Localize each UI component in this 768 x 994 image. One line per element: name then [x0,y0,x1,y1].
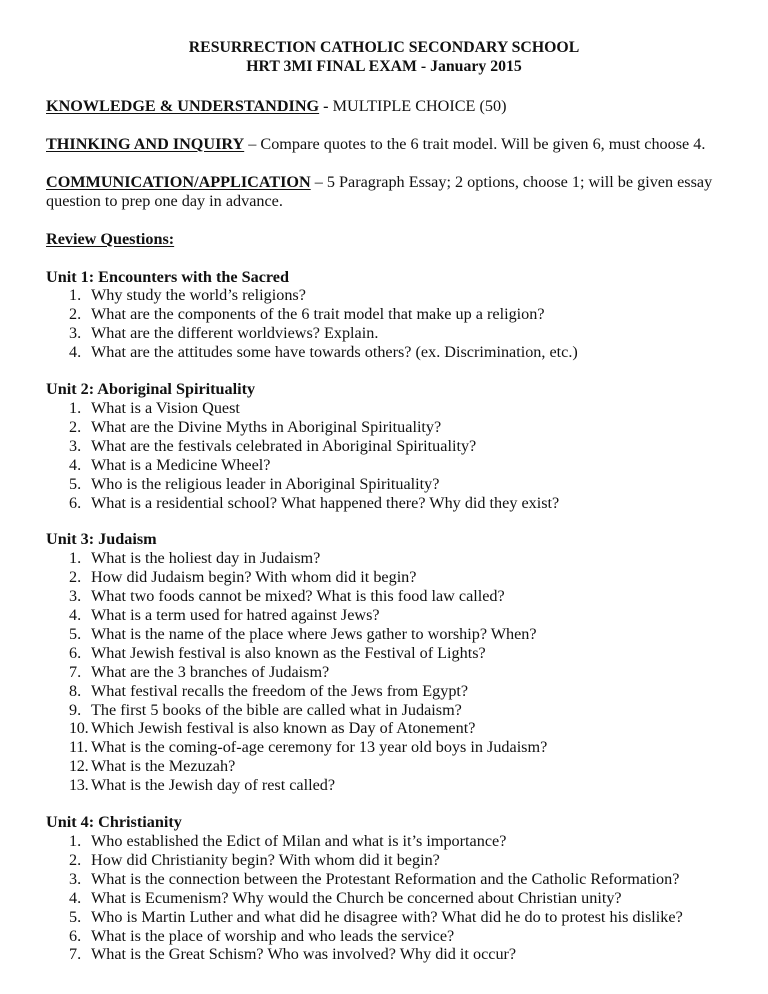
question-text: What is the holiest day in Judaism? [91,549,321,568]
unit-title: Unit 1: Encounters with the Sacred [46,267,289,286]
question-text: What is a Vision Quest [91,398,240,417]
question-number: 11. [69,738,88,757]
question-item [46,719,736,738]
question-number: 4. [69,343,82,362]
question-item [46,682,736,701]
unit-4 [46,813,736,964]
exam-title: HRT 3MI FINAL EXAM - January 2015 [246,58,522,75]
question-number: 10. [69,719,89,738]
question-text: What is the coming-of-age ceremony for 13 year old boys in Judaism? [91,738,548,757]
section-text: Compare quotes to the 6 trait model. Will be given 6, must choose 4. [260,134,706,153]
question-number: 6. [69,926,82,945]
question-number: 6. [69,493,82,512]
section-separator: - [319,97,333,115]
section-text: MULTIPLE CHOICE (50) [332,97,507,115]
question-text: What is the Mezuzah? [91,757,236,776]
question-number: 3. [69,324,82,343]
question-item [46,324,736,343]
unit-title: Unit 4: Christianity [46,813,182,832]
question-text: How did Christianity begin? With whom did it begin? [91,850,440,869]
question-text: What is the connection between the Protestant Reformation and the Catholic Reformation? [91,869,680,888]
question-text: What Jewish festival is also known as the Festival of Lights? [91,643,486,662]
exam-document [46,38,736,964]
question-number: 1. [69,286,82,305]
question-list [46,286,736,362]
question-number: 1. [69,398,82,417]
question-number: 2. [69,850,82,869]
question-number: 3. [69,436,82,455]
question-text: How did Judaism begin? With whom did it begin? [91,568,417,587]
question-item [46,757,736,776]
question-number: 8. [69,681,82,700]
document-header [0,38,768,76]
question-number: 5. [69,624,82,643]
question-text: What is a Medicine Wheel? [91,455,271,474]
unit-2 [46,380,736,512]
question-text: What is a term used for hatred against Jews? [91,606,380,625]
question-text: What is the Jewish day of rest called? [91,776,336,795]
question-number: 5. [69,474,82,493]
question-item [46,945,736,964]
question-number: 9. [69,700,82,719]
question-number: 4. [69,455,82,474]
question-text: What are the different worldviews? Explain. [91,324,379,343]
question-text: What are the 3 branches of Judaism? [91,662,330,681]
question-item [46,701,736,720]
section-knowledge [46,97,736,116]
question-item [46,418,736,437]
question-text: Why study the world’s religions? [91,286,306,305]
question-number: 1. [69,832,82,850]
unit-3 [46,530,736,795]
question-item [46,494,736,513]
question-item [46,286,736,305]
question-item [46,644,736,663]
section-communication [46,173,736,211]
question-text: What is the name of the place where Jews gather to worship? When? [91,624,537,643]
unit-title: Unit 2: Aboriginal Spirituality [46,380,256,399]
question-text: What is the place of worship and who leads the service? [91,926,455,945]
question-text: What are the Divine Myths in Aboriginal Spirituality? [91,417,442,436]
section-text: 5 Paragraph Essay; 2 options, choose 1; will be given essay question to prep one day in advance. [46,172,713,210]
question-number: 7. [69,662,82,681]
question-text: What are the attitudes some have towards others? (ex. Discrimination, etc.) [91,343,578,362]
question-number: 1. [69,549,82,568]
section-heading: THINKING AND INQUIRY [46,134,245,153]
section-heading: KNOWLEDGE & UNDERSTANDING [46,97,320,115]
review-questions-heading: Review Questions: [46,229,175,248]
question-number: 2. [69,305,82,324]
question-number: 6. [69,643,82,662]
question-text: The first 5 books of the bible are called what in Judaism? [91,700,462,719]
question-number: 3. [69,587,82,606]
question-text: What is the Great Schism? Who was involved? Why did it occur? [91,945,517,964]
question-number: 13. [69,776,89,795]
section-separator: – [244,134,261,153]
question-text: What is Ecumenism? Why would the Church be concerned about Christian unity? [91,888,622,907]
question-text: What two foods cannot be mixed? What is this food law called? [91,587,505,606]
question-item [46,625,736,644]
unit-title: Unit 3: Judaism [46,530,157,549]
question-item [46,343,736,362]
question-item [46,437,736,456]
question-item [46,549,736,568]
question-list [46,549,736,795]
question-item [46,870,736,889]
question-list [46,399,736,512]
question-item [46,889,736,908]
question-item [46,832,736,851]
question-number: 4. [69,888,82,907]
question-item [46,475,736,494]
question-number: 3. [69,869,82,888]
question-item [46,606,736,625]
question-item [46,305,736,324]
section-thinking [46,135,736,154]
question-item [46,587,736,606]
question-list [46,832,736,964]
question-item [46,568,736,587]
section-separator: – [310,172,327,191]
question-number: 4. [69,606,82,625]
question-number: 2. [69,417,82,436]
question-item [46,776,736,795]
question-item [46,456,736,475]
question-text: Which Jewish festival is also known as Day of Atonement? [91,719,476,738]
question-text: What are the festivals celebrated in Aboriginal Spirituality? [91,436,477,455]
question-text: Who established the Edict of Milan and what is it’s importance? [91,832,507,850]
question-item [46,399,736,418]
section-heading: COMMUNICATION/APPLICATION [46,172,311,191]
unit-1 [46,268,736,363]
question-item [46,851,736,870]
question-text: What are the components of the 6 trait model that make up a religion? [91,305,545,324]
question-text: Who is Martin Luther and what did he disagree with? What did he do to protest his dislike? [91,907,683,926]
question-number: 12. [69,757,89,776]
question-text: Who is the religious leader in Aboriginal Spirituality? [91,474,440,493]
question-item [46,908,736,927]
question-item [46,663,736,682]
question-number: 5. [69,907,82,926]
school-name: RESURRECTION CATHOLIC SECONDARY SCHOOL [188,39,580,56]
question-number: 2. [69,568,82,587]
question-text: What is a residential school? What happened there? Why did they exist? [91,493,560,512]
question-text: What festival recalls the freedom of the Jews from Egypt? [91,681,469,700]
question-item [46,738,736,757]
question-number: 7. [69,945,82,964]
question-item [46,927,736,946]
